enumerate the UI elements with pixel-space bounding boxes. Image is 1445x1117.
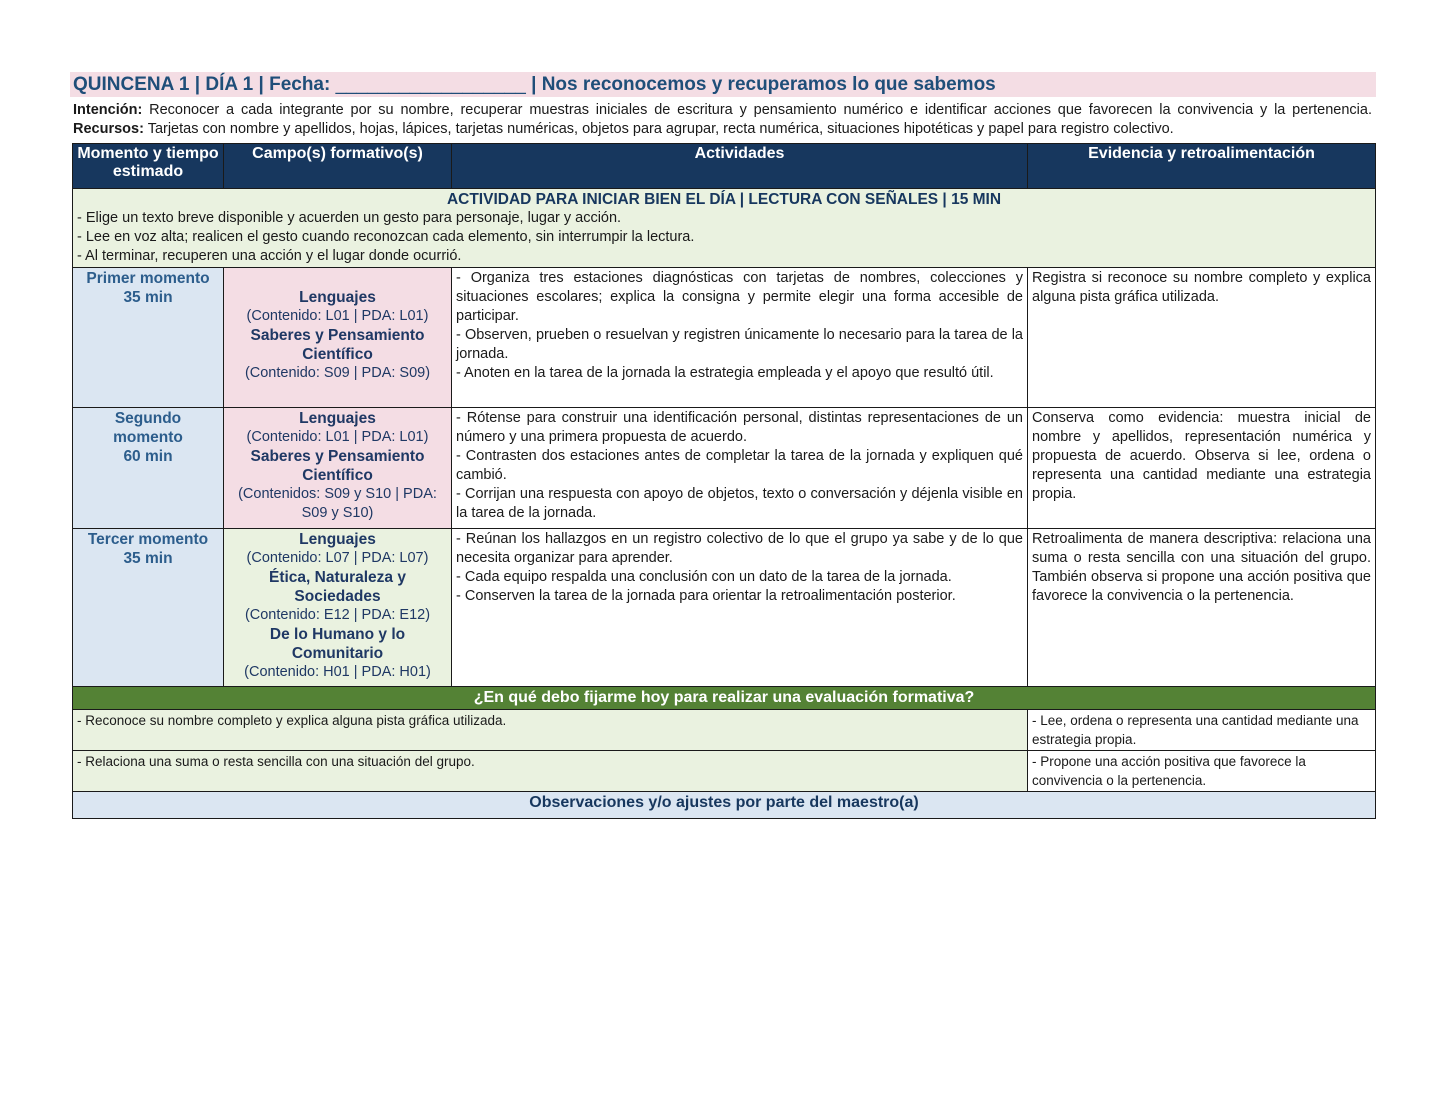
title-prefix: QUINCENA 1 | DÍA 1 | Fecha: [73,74,336,95]
evidence-text: Conserva como evidencia: muestra inicial de nombre y apellidos, representación numérica y propuesta de acuerdo. Observa si lee, ordena o representa una cantidad mediante una estrategia propia. [1032,410,1371,502]
evidence-text: Registra si reconoce su nombre completo y explica alguna pista gráfica utilizada. [1032,270,1371,305]
planning-page [70,72,1376,819]
campo-name: Saberes y Pensamiento Científico [250,448,425,484]
header-actividades: Actividades [452,144,1028,189]
page-title [70,72,1376,97]
criterion-item: - Relaciona una suma o resta sencilla con una situación del grupo. [73,751,1028,792]
warmup-line: - Elige un texto breve disponible y acuerden un gesto para personaje, lugar y acción. [77,210,622,226]
criterion-item: - Propone una acción positiva que favorece la convivencia o la pertenencia. [1028,751,1376,792]
intencion-label: Intención: [73,102,143,118]
intro-paragraph [70,101,1376,139]
campo-name: Ética, Naturaleza y Sociedades [269,569,406,605]
activities-cell [452,408,1028,529]
observations-field[interactable]: Observaciones y/o ajustes por parte del maestro(a) [73,792,1376,819]
header-momento: Momento y tiempo estimado [73,144,224,189]
campo-name: Lenguajes [299,531,376,548]
activity-item: - Rótense para construir una identificación personal, distintas representaciones de un número y una primera propuesta de acuerdo. [456,410,1023,445]
evaluation-title-row [73,687,1376,710]
recursos-label: Recursos: [73,121,144,137]
activity-item: - Organiza tres estaciones diagnósticas con tarjetas de nombres, colecciones y situaciones escolares; explica la consigna y permite elegir una forma accesible de participar. [456,270,1023,324]
warmup-title: ACTIVIDAD PARA INICIAR BIEN EL DÍA | LECTURA CON SEÑALES | 15 MIN [446,191,1002,208]
campo-name: Saberes y Pensamiento Científico [250,327,425,363]
activity-item: - Reúnan los hallazgos en un registro colectivo de lo que el grupo ya sabe y de lo que necesita organizar para aprender. [456,531,1023,566]
campo-content: (Contenido: S09 | PDA: S09) [244,365,431,381]
table-row [73,529,1376,687]
warmup-row [73,189,1376,268]
activity-item: - Corrijan una respuesta con apoyo de objetos, texto o conversación y déjenla visible en la tarea de la jornada. [456,486,1023,521]
activity-item: - Observen, prueben o resuelvan y registren únicamente lo necesario para la tarea de la jornada. [456,327,1023,362]
evidence-cell [1028,408,1376,529]
activity-item: - Anoten en la tarea de la jornada la estrategia empleada y el apoyo que resultó útil. [456,365,994,381]
moment-time: 35 min [123,289,173,306]
date-blank[interactable]: __________________ [335,74,526,95]
recursos-text: Tarjetas con nombre y apellidos, hojas, lápices, tarjetas numéricas, objetos para agrupar, recta numérica, situaciones hipotéticas y papel para registro colectivo. [143,121,1174,137]
moment-label: Tercer momento [87,531,209,548]
moment-time: 60 min [123,448,173,465]
activities-cell [452,529,1028,687]
evaluation-title: ¿En qué debo fijarme hoy para realizar una evaluación formativa? [73,687,1376,710]
moment-cell [73,408,224,529]
intencion-text: Reconocer a cada integrante por su nombre, recuperar muestras iniciales de escritura y pensamiento numérico e identificar acciones que favorecen la convivencia y la pertenencia. [142,102,1372,118]
table-header-row [73,144,1376,189]
observations-row [73,792,1376,819]
header-campo: Campo(s) formativo(s) [224,144,452,189]
evidence-cell [1028,268,1376,408]
moment-label: Primer momento [86,270,210,287]
planning-table [72,143,1376,819]
moment-label: Segundo momento [113,410,183,446]
criterion-item: - Lee, ordena o representa una cantidad mediante una estrategia propia. [1028,710,1376,751]
campo-name: De lo Humano y lo Comunitario [269,626,406,662]
campo-content: (Contenido: L07 | PDA: L07) [246,550,429,566]
warmup-cell [73,189,1376,268]
activity-item: - Contrasten dos estaciones antes de completar la tarea de la jornada y expliquen qué cambió. [456,448,1023,483]
table-row [73,408,1376,529]
evidence-text: Retroalimenta de manera descriptiva: relaciona una suma o resta sencilla con una situación del grupo. También observa si propone una acción positiva que favorece la convivencia o la pertenencia. [1032,531,1371,604]
campo-content: (Contenido: L01 | PDA: L01) [246,429,429,445]
evidence-cell [1028,529,1376,687]
criteria-row [73,710,1376,751]
criterion-item: - Reconoce su nombre completo y explica alguna pista gráfica utilizada. [73,710,1028,751]
title-suffix: | Nos reconocemos y recuperamos lo que sabemos [525,74,996,95]
activity-item: - Cada equipo respalda una conclusión con un dato de la tarea de la jornada. [456,569,952,585]
warmup-line: - Lee en voz alta; realicen el gesto cuando reconozcan cada elemento, sin interrumpir la lectura. [77,229,695,245]
criteria-row [73,751,1376,792]
moment-cell [73,268,224,408]
campo-content: (Contenido: E12 | PDA: E12) [244,607,431,623]
campo-content: (Contenidos: S09 y S10 | PDA: S09 y S10) [238,486,437,521]
campo-cell [224,268,452,408]
activities-cell [452,268,1028,408]
campo-content: (Contenido: L01 | PDA: L01) [246,308,429,324]
campo-name: Lenguajes [299,289,376,306]
campo-cell [224,529,452,687]
campo-name: Lenguajes [299,410,376,427]
campo-cell [224,408,452,529]
activity-item: - Conserven la tarea de la jornada para orientar la retroalimentación posterior. [456,588,956,604]
table-row [73,268,1376,408]
moment-time: 35 min [123,550,173,567]
campo-content: (Contenido: H01 | PDA: H01) [244,664,431,680]
warmup-line: - Al terminar, recuperen una acción y el lugar donde ocurrió. [77,248,462,264]
moment-cell [73,529,224,687]
header-evidencia: Evidencia y retroalimentación [1028,144,1376,189]
